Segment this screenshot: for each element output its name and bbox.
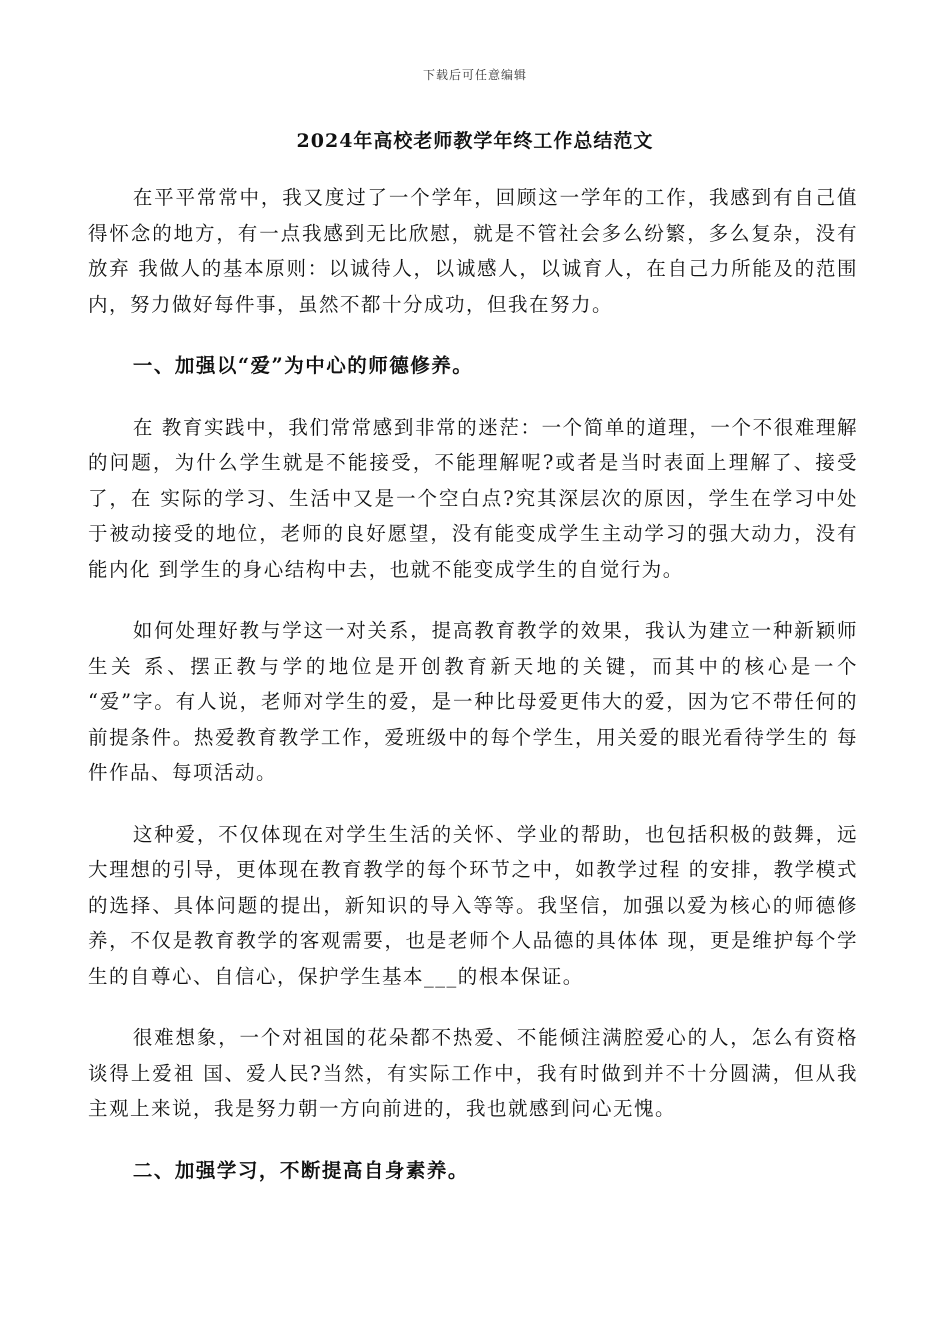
section-heading-1: 一、加强以“爱”为中心的师德修养。 <box>132 354 474 377</box>
section1-paragraph-3: 这种爱，不仅体现在对学生生活的关怀、学业的帮助，也包括积极的鼓舞，远大理想的引导，更体现在教育教学的每个环节之中，如教学过程 的安排，教学模式的选择、具体问题的提出，新知识的导入等等。我坚信，加强以爱为核心的师德修养，不仅是教育教学的客观需要，也是老师个人品德的具体体 现，更是维护每个学生的自尊心、自信心，保护学生基本___的根本保证。 <box>88 822 858 988</box>
section-heading-2: 二、加强学习，不断提高自身素养。 <box>132 1158 469 1182</box>
document-title: 2024年高校老师教学年终工作总结范文 <box>296 130 654 152</box>
section1-paragraph-4: 很难想象，一个对祖国的花朵都不热爱、不能倾注满腔爱心的人，怎么有资格谈得上爱祖 国、爱人民?当然，有实际工作中，我有时做到并不十分圆满，但从我主观上来说，我是努力朝一方向前进的，我也就感到问心无愧。 <box>88 1026 858 1120</box>
intro-paragraph: 在平平常常中，我又度过了一个学年，回顾这一学年的工作，我感到有自己值得怀念的地方，有一点我感到无比欣慰，就是不管社会多么纷繁，多么复杂，没有放弃 我做人的基本原则：以诚待人，以诚感人，以诚育人，在自己力所能及的范围内，努力做好每件事，虽然不都十分成功，但我在努力。 <box>88 186 858 316</box>
header-note: 下载后可任意编辑 <box>422 68 527 82</box>
section1-paragraph-2: 如何处理好教与学这一对关系，提高教育教学的效果，我认为建立一种新颖师生关 系、摆正教与学的地位是开创教育新天地的关键，而其中的核心是一个 “爱”字。有人说，老师对学生的爱，是一种比母爱更伟大的爱，因为它不带任何的前提条件。热爱教育教学工作，爱班级中的每个学生，用关爱的眼光看待学生的 每件作品、每项活动。 <box>88 619 858 784</box>
document-body <box>88 180 858 1214</box>
section1-paragraph-1: 在 教育实践中，我们常常感到非常的迷茫：一个简单的道理，一个不很难理解的问题，为什么学生就是不能接受，不能理解呢?或者是当时表面上理解了、接受了，在 实际的学习、生活中又是一个空白点?究其深层次的原因，学生在学习中处于被动接受的地位，老师的良好愿望，没有能变成学生主动学习的强大动力，没有能内化 到学生的身心结构中去，也就不能变成学生的自觉行为。 <box>88 415 858 581</box>
